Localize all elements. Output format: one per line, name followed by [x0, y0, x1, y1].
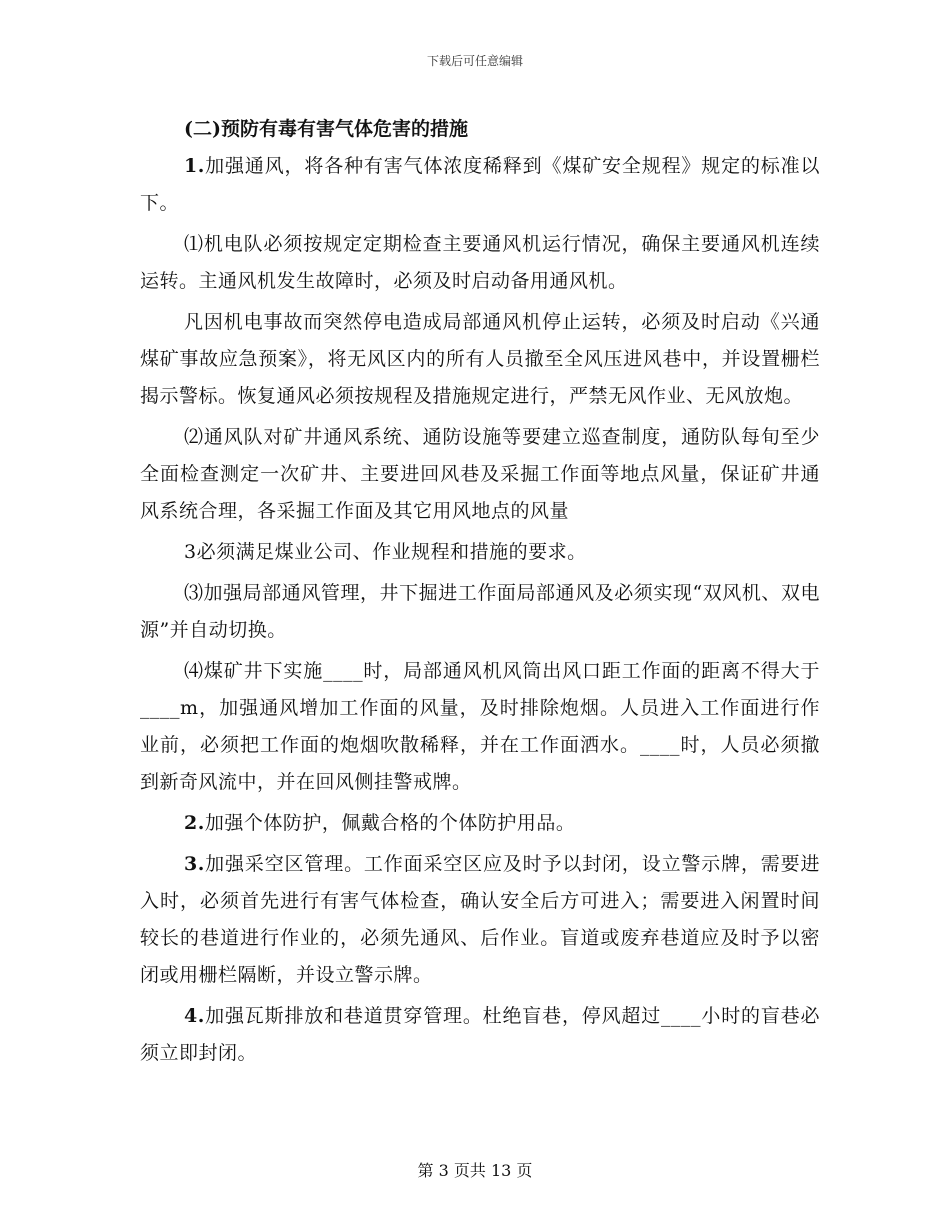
paragraph-text: 凡因机电事故而突然停电造成局部通风机停止运转，必须及时启动《兴通煤矿事故应急预案》，将无风区内的所有人员撤至全风压进风巷中，并设置栅栏揭示警标。恢复通风必须按规程及措施规定进行，严禁无风作业、无风放炮。 [140, 311, 820, 407]
paragraph-1-1-note [140, 304, 820, 415]
page-number: 第 3 页共 13 页 [417, 1161, 533, 1180]
paragraph-text: 加强采空区管理。工作面采空区应及时予以封闭，设立警示牌，需要进入时，必须首先进行有害气体检查，确认安全后方可进入；需要进入闲置时间较长的巷道进行作业的，必须先通风、后作业。盲道或废弃巷道应及时予以密闭或用栅栏隔断，并设立警示牌。 [140, 853, 820, 986]
paragraph-1-2-cont [140, 534, 820, 571]
paragraph-text: 加强瓦斯排放和巷道贯穿管理。杜绝盲巷，停风超过____小时的盲巷必须立即封闭。 [140, 1005, 820, 1064]
section-title: (二)预防有毒有害气体危害的措施 [184, 118, 468, 140]
page-header-note: 下载后可任意编辑 [426, 54, 523, 68]
item-number: 2. [184, 812, 205, 834]
paragraph-1 [140, 148, 820, 222]
paragraph-text: 加强通风，将各种有害气体浓度稀释到《煤矿安全规程》规定的标准以下。 [140, 155, 820, 214]
paragraph-text: ⑶加强局部通风管理，井下掘进工作面局部通风及必须实现“双风机、双电源”并自动切换。 [140, 582, 820, 641]
paragraph-1-3 [140, 575, 820, 649]
document-body [140, 110, 820, 1076]
paragraph-text: 加强个体防护，佩戴合格的个体防护用品。 [204, 812, 576, 834]
paragraph-3 [140, 846, 820, 994]
item-number: 3. [184, 853, 205, 875]
paragraph-1-2 [140, 419, 820, 530]
item-number: 1. [184, 155, 205, 177]
paragraph-text: ⑷煤矿井下实施____时，局部通风机风筒出风口距工作面的距离不得大于____m，加强通风增加工作面的风量，及时排除炮烟。人员进入工作面进行作业前，必须把工作面的炮烟吹散稀释，并在工作面洒水。____时，人员必须撤到新奇风流中，并在回风侧挂警戒牌。 [140, 660, 820, 793]
item-number: 4. [184, 1005, 205, 1027]
paragraph-4 [140, 998, 820, 1072]
paragraph-1-4 [140, 653, 820, 801]
paragraph-text: 3必须满足煤业公司、作业规程和措施的要求。 [184, 541, 587, 563]
paragraph-text: ⑴机电队必须按规定定期检查主要通风机运行情况，确保主要通风机连续运转。主通风机发生故障时，必须及时启动备用通风机。 [140, 233, 820, 292]
paragraph-text: ⑵通风队对矿井通风系统、通防设施等要建立巡查制度，通防队每旬至少全面检查测定一次矿井、主要进回风巷及采掘工作面等地点风量，保证矿井通风系统合理，各采掘工作面及其它用风地点的风量 [140, 426, 820, 522]
paragraph-1-1 [140, 226, 820, 300]
paragraph-2 [140, 805, 820, 842]
